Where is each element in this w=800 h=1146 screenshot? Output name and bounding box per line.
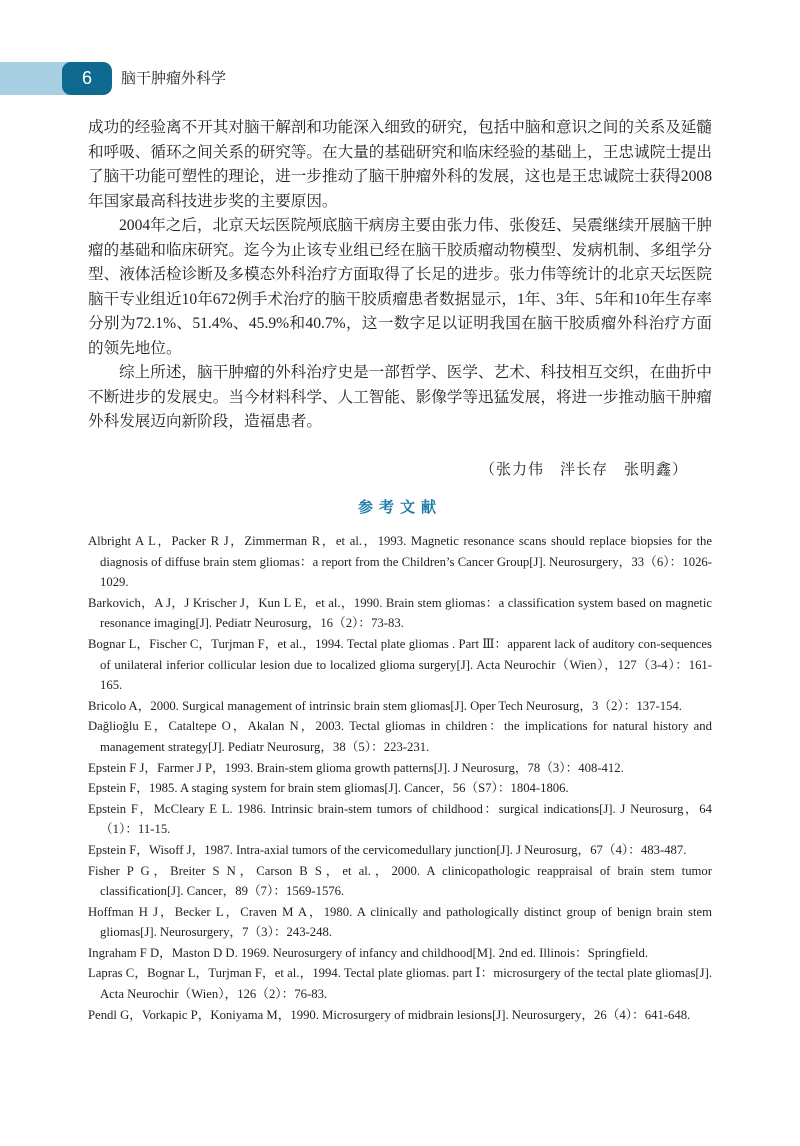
reference-item: Epstein F，1985. A staging system for brain stem gliomas[J]. Cancer，56（S7）：1804-1806.	[88, 781, 569, 796]
reference-item: Dağlioğlu E，Cataltepe O，Akalan N，2003. Tectal gliomas in children：the implications for natural history and management strategy[J]. Pediatr Neurosurg，38（5）：223-231.	[88, 719, 712, 754]
reference-item: Albright A L，Packer R J，Zimmerman R，et al.，1993. Magnetic resonance scans should replace biopsies for the diagnosis of diffuse brain stem gliomas：a report from the Children’s Cancer Group[J]. Neurosurgery，33（6）：1026-1029.	[88, 534, 712, 590]
reference-item: Epstein F，Wisoff J，1987. Intra-axial tumors of the cervicomedullary junction[J]. J Neurosurg，67（4）：483-487.	[88, 842, 687, 857]
reference-item: Epstein F J，Farmer J P，1993. Brain-stem glioma growth patterns[J]. J Neurosurg，78（3）：408-412.	[88, 760, 624, 775]
page-number: 6	[62, 62, 112, 95]
running-title: 脑干肿瘤外科学	[121, 70, 227, 87]
reference-item: Pendl G，Vorkapic P，Koniyama M，1990. Microsurgery of midbrain lesions[J]. Neurosurgery，26（4）：641-648.	[88, 1007, 691, 1022]
reference-item: Hoffman H J，Becker L，Craven M A，1980. A clinically and pathologically distinct group of benign brain stem gliomas[J]. Neurosurgery，7（3）：243-248.	[88, 904, 712, 940]
reference-list	[88, 531, 712, 1025]
reference-item: Ingraham F D，Maston D D. 1969. Neurosurgery of infancy and childhood[M]. 2nd ed. Illinois：Springfield.	[88, 945, 649, 960]
reference-item: Bricolo A，2000. Surgical management of intrinsic brain stem gliomas[J]. Oper Tech Neurosurg，3（2）：137-154.	[88, 698, 682, 713]
reference-item: Fisher P G，Breiter S N，Carson B S，et al.，2000. A clinicopathologic reappraisal of brain stem tumor classification[J]. Cancer，89（7）：1569-1576.	[88, 863, 712, 899]
body-text	[88, 116, 712, 435]
reference-item: Epstein F，McCleary E L. 1986. Intrinsic brain-stem tumors of childhood：surgical indications[J]. J Neurosurg，64（1）：11-15.	[88, 801, 712, 837]
authors: （张力伟 泮长存 张明鑫）	[479, 462, 688, 478]
paragraph: 综上所述，脑干肿瘤的外科治疗史是一部哲学、医学、艺术、科技相互交织，在曲折中不断进步的发展史。当今材料科学、人工智能、影像学等迅猛发展，将进一步推动脑干肿瘤外科发展迈向新阶段，造福患者。	[88, 364, 712, 430]
reference-item: Barkovich，A J，J Krischer J，Kun L E，et al.，1990. Brain stem gliomas：a classification system based on magnetic resonance imaging[J]. Pediatr Neurosurg，16（2）：73-83.	[88, 595, 712, 631]
references-heading: 参考文献	[357, 499, 442, 516]
header-band	[0, 62, 70, 95]
paragraph: 2004年之后，北京天坛医院颅底脑干病房主要由张力伟、张俊廷、吴震继续开展脑干肿瘤的基础和临床研究。迄今为止该专业组已经在脑干胶质瘤动物模型、发病机制、多组学分型、液体活检诊断及多模态外科治疗方面取得了长足的进步。张力伟等统计的北京天坛医院脑干专业组近10年672例手术治疗的脑干胶质瘤患者数据显示，1年、3年、5年和10年生存率分别为72.1%、51.4%、45.9%和40.7%，这一数字足以证明我国在脑干胶质瘤外科治疗方面的领先地位。	[88, 217, 712, 357]
reference-item: Bognar L，Fischer C，Turjman F，et al.，1994. Tectal plate gliomas . Part Ⅲ：apparent lack of auditory con-sequences of unilateral inferior collicular lesion due to localized glioma surgery[J]. Acta Neurochir（Wien），127（3-4）：161-165.	[88, 636, 712, 693]
paragraph: 成功的经验离不开其对脑干解剖和功能深入细致的研究，包括中脑和意识之间的关系及延髓和呼吸、循环之间关系的研究等。在大量的基础研究和临床经验的基础上，王忠诚院士提出了脑干功能可塑性的理论，进一步推动了脑干肿瘤外科的发展，这也是王忠诚院士获得2008年国家最高科技进步奖的主要原因。	[88, 119, 712, 210]
reference-item: Lapras C，Bognar L，Turjman F，et al.，1994. Tectal plate gliomas. part Ⅰ：microsurgery of the tectal plate gliomas[J]. Acta Neurochir（Wien），126（2）：76-83.	[88, 966, 712, 1002]
